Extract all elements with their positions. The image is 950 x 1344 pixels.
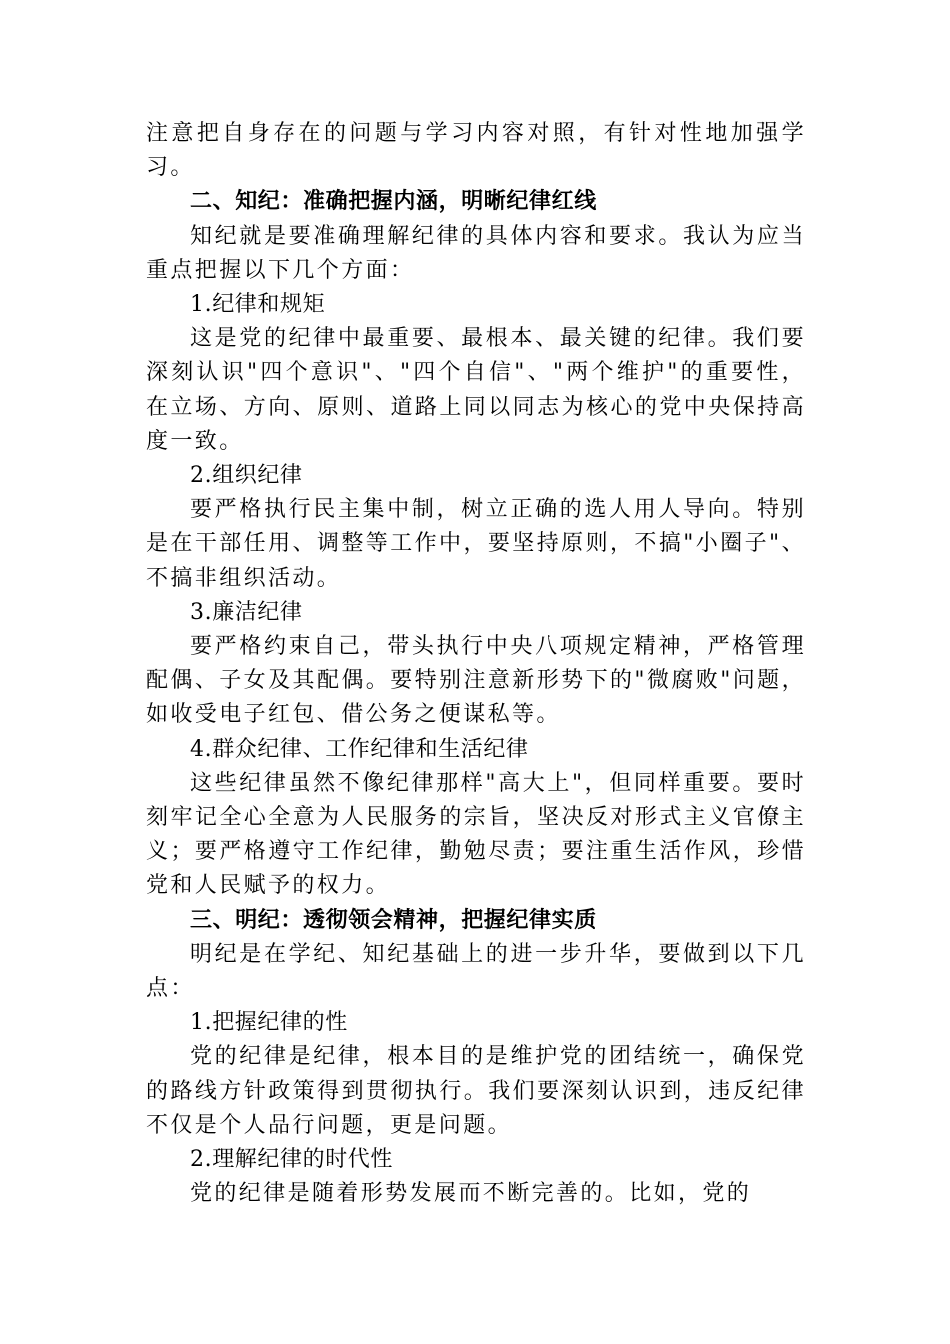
paragraph-continued: 注意把自身存在的问题与学习内容对照，有针对性地加强学习。 (146, 121, 806, 181)
paragraph: 要严格约束自己，带头执行中央八项规定精神，严格管理配偶、子女及其配偶。要特别注意新形势下的"微腐败"问题，如收受电子红包、借公务之便谋私等。 (146, 634, 806, 728)
section-heading-2: 二、知纪：准确把握内涵，明晰纪律红线 (190, 189, 597, 215)
subheading: 4.群众纪律、工作纪律和生活纪律 (190, 736, 529, 762)
paragraph: 要严格执行民主集中制，树立正确的选人用人导向。特别是在干部任用、调整等工作中，要坚持原则，不搞"小圈子"、不搞非组织活动。 (146, 497, 806, 591)
paragraph: 知纪就是要准确理解纪律的具体内容和要求。我认为应当重点把握以下几个方面： (146, 223, 806, 283)
document-page (146, 117, 806, 1212)
subheading: 3.廉洁纪律 (190, 599, 303, 625)
section-heading-3: 三、明纪：透彻领会精神，把握纪律实质 (190, 907, 597, 933)
subheading: 2.组织纪律 (190, 463, 303, 489)
subheading: 2.理解纪律的时代性 (190, 1147, 393, 1173)
subheading: 1.纪律和规矩 (190, 292, 326, 318)
paragraph: 这是党的纪律中最重要、最根本、最关键的纪律。我们要深刻认识"四个意识"、"四个自信"、"两个维护"的重要性，在立场、方向、原则、道路上同以同志为核心的党中央保持高度一致。 (146, 326, 806, 454)
paragraph: 这些纪律虽然不像纪律那样"高大上"，但同样重要。要时刻牢记全心全意为人民服务的宗旨，坚决反对形式主义官僚主义；要严格遵守工作纪律，勤勉尽责；要注重生活作风，珍惜党和人民赋予的权力。 (146, 770, 806, 899)
paragraph: 明纪是在学纪、知纪基础上的进一步升华，要做到以下几点： (146, 941, 806, 1002)
paragraph: 党的纪律是纪律，根本目的是维护党的团结统一，确保党的路线方针政策得到贯彻执行。我们要深刻认识到，违反纪律不仅是个人品行问题，更是问题。 (146, 1044, 806, 1138)
subheading: 1.把握纪律的性 (190, 1010, 348, 1036)
paragraph: 党的纪律是随着形势发展而不断完善的。比如，党的 (190, 1181, 752, 1207)
